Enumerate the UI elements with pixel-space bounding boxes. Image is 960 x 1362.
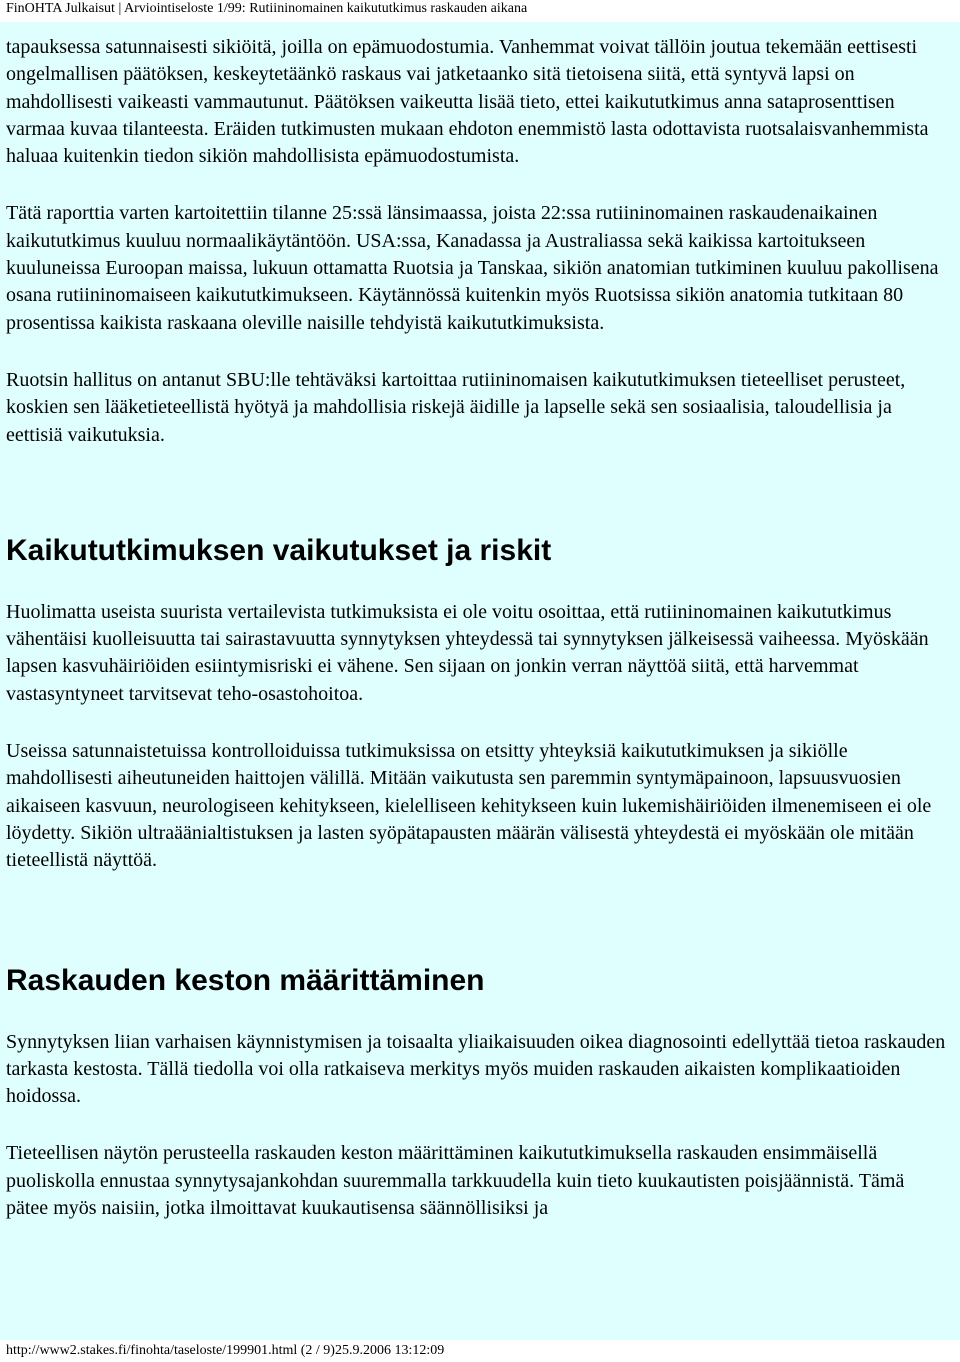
- section-heading: Raskauden keston määrittäminen: [6, 963, 485, 997]
- paragraph: Ruotsin hallitus on antanut SBU:lle tehtäväksi kartoittaa rutiininomaisen kaikututkimuksen tieteelliset perusteet, koskien sen lääketieteellistä hyötyä ja mahdollisia riskejä äidille ja lapselle sekä sen sosiaalisia, taloudellisia ja eettisiä vaikutuksia.: [6, 368, 906, 446]
- section-heading: Kaikututkimuksen vaikutukset ja riskit: [6, 533, 552, 567]
- paragraph: Tieteellisen näytön perusteella raskauden keston määrittäminen kaikututkimuksella raskauden ensimmäisellä puoliskolla ennustaa synnytysajankohdan suuremmalla tarkkuudella kuin tieto kuukautisten poisjäännistä. Tämä pätee myös naisiin, jotka ilmoittavat kuukautisensa säännöllisiksi ja: [6, 1142, 905, 1220]
- browser-print-header: FinOHTA Julkaisut | Arviointiseloste 1/99: Rutiininomainen kaikututkimus raskauden aikana: [6, 1, 528, 16]
- paragraph: Useissa satunnaistetuissa kontrolloiduissa tutkimuksissa on etsitty yhteyksiä kaikututkimuksen ja sikiölle mahdollisesti aiheutuneiden haittojen välillä. Mitään vaikutusta sen paremmin syntymäpainoon, lapsuusvuosien aikaiseen kasvuun, neurologiseen kehitykseen, kielelliseen kehitykseen kuin lukemishäiriöiden ilmenemiseen ei ole löydetty. Sikiön ultraäänialtistuksen ja lasten syöpätapausten määrän välisestä yhteydestä ei myöskään ole mitään tieteellistä näyttöä.: [6, 740, 932, 872]
- paragraph: Huolimatta useista suurista vertailevista tutkimuksista ei ole voitu osoittaa, että rutiininomainen kaikututkimus vähentäisi kuolleisuutta tai sairastavuutta synnytyksen yhteydessä tai synnytyksen jälkeisessä vaiheessa. Myöskään lapsen kasvuhäiriöiden esiintymisriski ei vähene. Sen sijaan on jonkin verran näyttöä siitä, että harvemmat vastasyntyneet tarvitsevat teho-osastohoitoa.: [6, 600, 929, 705]
- browser-print-footer: http://www2.stakes.fi/finohta/taseloste/199901.html (2 / 9)25.9.2006 13:12:09: [6, 1343, 445, 1358]
- document-content: [0, 22, 960, 1340]
- paragraph: Synnytyksen liian varhaisen käynnistymisen ja toisaalta yliaikaisuuden oikea diagnosointi edellyttää tietoa raskauden tarkasta kestosta. Tällä tiedolla voi olla ratkaiseva merkitys myös muiden raskauden aikaisten komplikaatioiden hoidossa.: [6, 1030, 946, 1108]
- paragraph: tapauksessa satunnaisesti sikiöitä, joilla on epämuodostumia. Vanhemmat voivat tällöin joutua tekemään eettisesti ongelmallisen päätöksen, keskeytetäänkö raskaus vai jatketaanko sitä tietoisena siitä, että syntyvä lapsi on mahdollisesti vaikeasti vammautunut. Päätöksen vaikeutta lisää tieto, ettei kaikututkimus anna sataprosenttisen varmaa kuvaa tilanteesta. Eräiden tutkimusten mukaan ehdoton enemmistö lasta odottavista ruotsalaisvanhemmista haluaa kuitenkin tiedon sikiön mahdollisista epämuodostumista.: [6, 36, 929, 168]
- paragraph: Tätä raporttia varten kartoitettiin tilanne 25:ssä länsimaassa, joista 22:ssa rutiininomainen raskaudenaikainen kaikututkimus kuuluu normaalikäytäntöön. USA:ssa, Kanadassa ja Australiassa sekä kaikissa kartoitukseen kuuluneissa Euroopan maissa, lukuun ottamatta Ruotsia ja Tanskaa, sikiön anatomian tutkiminen kuuluu pakollisena osana rutiininomaiseen kaikututkimukseen. Käytännössä kuitenkin myös Ruotsissa sikiön anatomia tutkitaan 80 prosentissa kaikista raskaana oleville naisille tehdyistä kaikututkimuksista.: [6, 202, 939, 334]
